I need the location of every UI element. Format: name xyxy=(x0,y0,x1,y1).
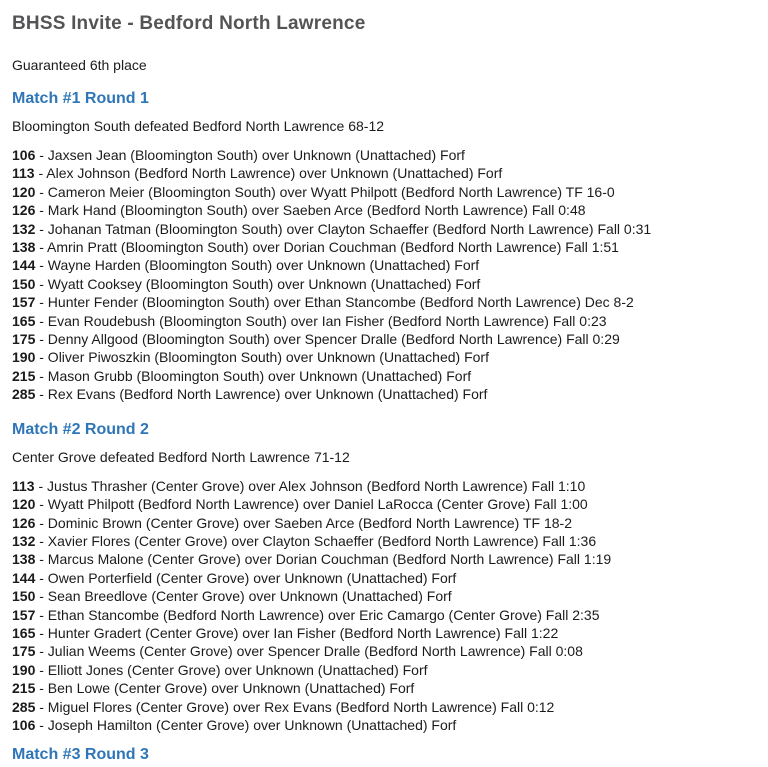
bout-result-line xyxy=(12,662,428,678)
team-score-line: Bloomington South defeated Bedford North Lawrence 68-12 xyxy=(12,118,385,134)
bout-result-text: - Denny Allgood (Bloomington South) over Spencer Dralle (Bedford North Lawrence) Fall 0:29 xyxy=(35,331,620,348)
bout-result-line xyxy=(12,184,615,200)
match-list xyxy=(12,90,756,764)
bout-weight-class: 126 xyxy=(12,514,36,531)
bout-result-line xyxy=(12,717,456,733)
bout-result-line xyxy=(12,239,619,255)
bout-weight-class: 190 xyxy=(12,349,36,366)
bout-result-line xyxy=(12,699,554,715)
placement-note: Guaranteed 6th place xyxy=(12,57,147,73)
bout-weight-class: 157 xyxy=(12,294,36,311)
bout-result-line xyxy=(12,478,585,494)
bout-weight-class: 138 xyxy=(12,551,36,568)
bout-result-line xyxy=(12,349,489,365)
bout-weight-class: 132 xyxy=(12,532,36,549)
bout-result-line xyxy=(12,570,456,586)
bout-result-text: - Elliott Jones (Center Grove) over Unknown (Unattached) Forf xyxy=(35,661,428,678)
bout-weight-class: 175 xyxy=(12,331,36,348)
bout-weight-class: 113 xyxy=(12,165,35,182)
bout-result-text: - Alex Johnson (Bedford North Lawrence) over Unknown (Unattached) Forf xyxy=(34,165,503,182)
bout-weight-class: 165 xyxy=(12,312,36,329)
bout-result-line xyxy=(12,680,414,696)
bout-weight-class: 106 xyxy=(12,716,36,733)
bout-result-line xyxy=(12,331,620,347)
bout-result-text: - Rex Evans (Bedford North Lawrence) over Unknown (Unattached) Forf xyxy=(35,386,488,403)
bout-weight-class: 175 xyxy=(12,643,36,660)
bout-result-text: - Wyatt Cooksey (Bloomington South) over Unknown (Unattached) Forf xyxy=(35,275,481,292)
bout-result-line xyxy=(12,496,588,512)
bout-weight-class: 157 xyxy=(12,606,36,623)
bout-result-text: - Oliver Piwoszkin (Bloomington South) over Unknown (Unattached) Forf xyxy=(35,349,489,366)
bout-result-text: - Ben Lowe (Center Grove) over Unknown (Unattached) Forf xyxy=(35,680,415,697)
bout-result-line xyxy=(12,643,583,659)
bout-result-line xyxy=(12,588,452,604)
bout-result-line xyxy=(12,551,611,567)
bout-result-line xyxy=(12,202,586,218)
bout-result-text: - Xavier Flores (Center Grove) over Clayton Schaeffer (Bedford North Lawrence) Fall 1:36 xyxy=(35,532,597,549)
bout-weight-class: 144 xyxy=(12,257,36,274)
dual-meet-results-page xyxy=(0,13,768,764)
bout-list xyxy=(12,146,756,404)
bout-weight-class: 138 xyxy=(12,239,36,256)
match-section xyxy=(12,746,756,764)
bout-result-text: - Mason Grubb (Bloomington South) over Unknown (Unattached) Forf xyxy=(35,367,472,384)
match-heading-link[interactable]: Match #1 Round 1 xyxy=(12,90,149,107)
bout-result-text: - Cameron Meier (Bloomington South) over Wyatt Philpott (Bedford North Lawrence) TF 16-0 xyxy=(35,183,615,200)
bout-result-text: - Wayne Harden (Bloomington South) over Unknown (Unattached) Forf xyxy=(35,257,480,274)
bout-result-text: - Justus Thrasher (Center Grove) over Alex Johnson (Bedford North Lawrence) Fall 1:10 xyxy=(34,477,586,494)
bout-result-text: - Amrin Pratt (Bloomington South) over Dorian Couchman (Bedford North Lawrence) Fall 1:51 xyxy=(35,239,619,256)
bout-result-line xyxy=(12,533,596,549)
bout-weight-class: 126 xyxy=(12,202,36,219)
bout-weight-class: 215 xyxy=(12,367,36,384)
bout-weight-class: 144 xyxy=(12,569,36,586)
bout-result-text: - Mark Hand (Bloomington South) over Saeben Arce (Bedford North Lawrence) Fall 0:48 xyxy=(35,202,586,219)
bout-result-line xyxy=(12,368,471,384)
bout-result-text: - Miguel Flores (Center Grove) over Rex Evans (Bedford North Lawrence) Fall 0:12 xyxy=(35,698,555,715)
bout-weight-class: 285 xyxy=(12,386,36,403)
bout-list xyxy=(12,477,756,735)
bout-weight-class: 165 xyxy=(12,624,36,641)
bout-weight-class: 190 xyxy=(12,661,36,678)
match-heading-link[interactable]: Match #2 Round 2 xyxy=(12,420,149,438)
bout-result-text: - Hunter Gradert (Center Grove) over Ian Fisher (Bedford North Lawrence) Fall 1:22 xyxy=(35,624,559,641)
bout-result-line xyxy=(12,147,465,163)
page-title: BHSS Invite - Bedford North Lawrence xyxy=(12,13,366,34)
bout-result-text: - Johanan Tatman (Bloomington South) over Clayton Schaeffer (Bedford North Lawrence) Fall 0:31 xyxy=(35,220,652,237)
bout-result-line xyxy=(12,221,651,237)
bout-result-line xyxy=(12,625,558,641)
bout-weight-class: 120 xyxy=(12,496,36,513)
bout-result-line xyxy=(12,607,600,623)
bout-result-line xyxy=(12,294,634,310)
bout-weight-class: 215 xyxy=(12,680,36,697)
bout-result-text: - Marcus Malone (Center Grove) over Dorian Couchman (Bedford North Lawrence) Fall 1:19 xyxy=(35,551,612,568)
bout-result-text: - Jaxsen Jean (Bloomington South) over Unknown (Unattached) Forf xyxy=(35,147,465,163)
bout-result-line xyxy=(12,165,502,181)
bout-result-line xyxy=(12,386,487,402)
bout-result-line xyxy=(12,276,480,292)
bout-result-line xyxy=(12,313,607,329)
bout-weight-class: 150 xyxy=(12,588,36,605)
bout-result-text: - Owen Porterfield (Center Grove) over Unknown (Unattached) Forf xyxy=(35,569,457,586)
bout-weight-class: 150 xyxy=(12,275,36,292)
bout-weight-class: 132 xyxy=(12,220,36,237)
team-score-line: Center Grove defeated Bedford North Lawrence 71-12 xyxy=(12,448,350,465)
bout-result-text: - Wyatt Philpott (Bedford North Lawrence) over Daniel LaRocca (Center Grove) Fall 1:00 xyxy=(35,496,588,513)
bout-result-text: - Evan Roudebush (Bloomington South) over Ian Fisher (Bedford North Lawrence) Fall 0:23 xyxy=(35,312,607,329)
bout-result-text: - Joseph Hamilton (Center Grove) over Unknown (Unattached) Forf xyxy=(35,716,457,733)
bout-result-text: - Ethan Stancombe (Bedford North Lawrence) over Eric Camargo (Center Grove) Fall 2:35 xyxy=(35,606,600,623)
bout-weight-class: 113 xyxy=(12,477,35,494)
bout-result-text: - Julian Weems (Center Grove) over Spencer Dralle (Bedford North Lawrence) Fall 0:08 xyxy=(35,643,583,660)
bout-result-text: - Hunter Fender (Bloomington South) over Ethan Stancombe (Bedford North Lawrence) Dec 8-2 xyxy=(35,294,634,311)
bout-result-text: - Dominic Brown (Center Grove) over Saeben Arce (Bedford North Lawrence) TF 18-2 xyxy=(35,514,572,531)
bout-result-text: - Sean Breedlove (Center Grove) over Unknown (Unattached) Forf xyxy=(35,588,452,605)
bout-weight-class: 106 xyxy=(12,147,36,163)
bout-weight-class: 120 xyxy=(12,183,36,200)
match-section xyxy=(12,421,756,735)
bout-result-line xyxy=(12,515,572,531)
bout-result-line xyxy=(12,257,479,273)
bout-weight-class: 285 xyxy=(12,698,36,715)
match-heading-link[interactable]: Match #3 Round 3 xyxy=(12,746,149,764)
match-section xyxy=(12,90,756,404)
